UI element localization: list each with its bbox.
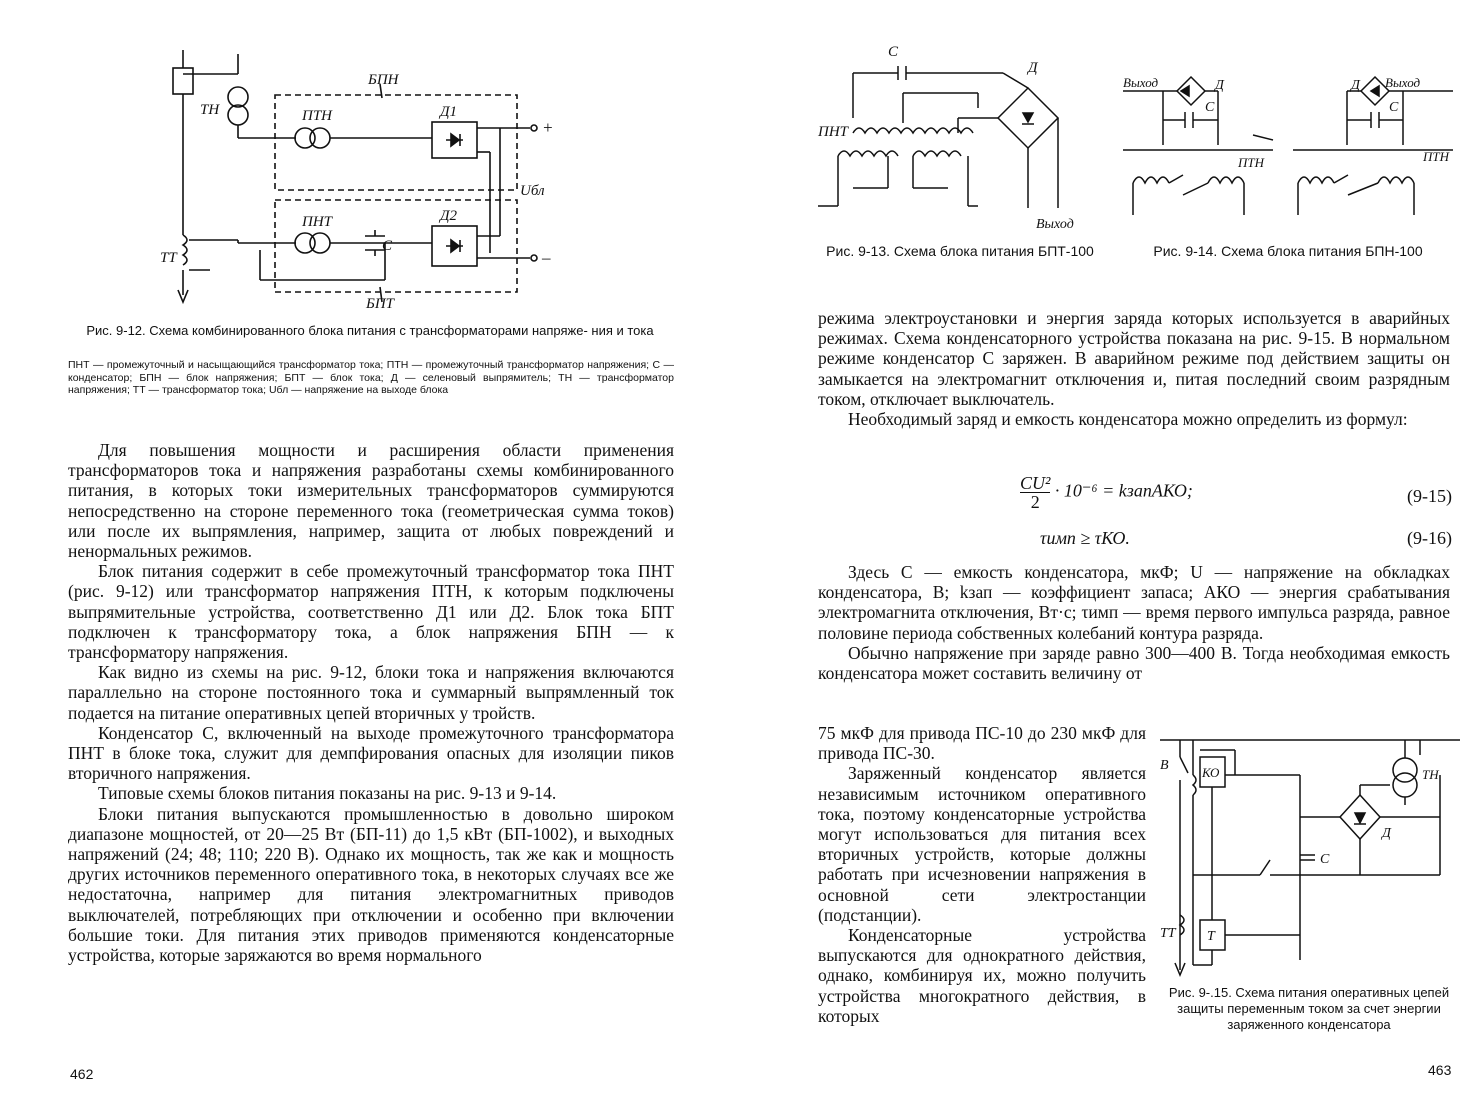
label-d: Д [1028,60,1038,76]
paragraph: 75 мкФ для привода ПС-10 до 230 мкФ для привода ПС-30. [818,723,1146,764]
figure-9-13-caption: Рис. 9-13. Схема блока питания БПТ-100 [826,243,1094,259]
page-number: 462 [70,1066,94,1082]
label-ptn: ПТН [302,108,333,124]
formula-denominator: 2 [1020,492,1050,511]
figure-9-12-caption: Рис. 9-12. Схема комбинированного блока питания с трансформаторами напряже- ния и тока [86,323,654,338]
formula-9-16 [1040,528,1452,552]
label-c: С [1205,100,1215,115]
label-tn: ТН [200,102,220,118]
page-number: 463 [1428,1062,1452,1078]
label-pnt: ПНТ [818,124,849,140]
label-c: С [382,238,393,254]
paragraph: Как видно из схемы на рис. 9-12, блоки тока и напряжения включаются параллельно на стороне постоянного тока и суммарный выпрямленный ток подается на питание оперативных цепей вторичных у тройств. [68,662,674,723]
formula-9-15 [1020,474,1452,524]
formula-numerator: CU² [1020,473,1051,493]
label-ptn: ПТН [1238,155,1265,170]
label-t: Т [1207,929,1215,944]
label-bpn: БПН [368,72,399,88]
figure-9-15-diagram [1160,735,1460,975]
figure-9-14-caption: Рис. 9-14. Схема блока питания БПН-100 [1153,243,1423,259]
right-text-top [818,308,1450,429]
label-pnt: ПНТ [302,214,333,230]
label-ko: КО [1202,765,1220,780]
label-c: С [888,44,899,60]
label-tt: ТТ [160,250,177,266]
label-plus: + [542,118,554,137]
paragraph: Здесь С — емкость конденсатора, мкФ; U — напряжение на обкладках конденсатора, В; kзап — коэффициент запаса; AКО — энергия срабатывания электромагнита отключения, Вт·с; τимп — время первого импульса разряда, равное половине периода собственных колебаний контура разряда. [818,562,1450,643]
left-text-column [68,440,674,965]
label-c: С [1320,852,1330,867]
figure-9-12-legend: ПНТ — промежуточный и насыщающийся трансформатор тока; ПТН — промежуточный трансформатор напряжения; С — конденсатор; БПН — блок напряжения; БПТ — блок тока; Д — селеновый выпрямитель; ТН — трансформатор напряжения; ТТ — трансформатор тока; Uбл — напряжение на выходе блока [68,359,674,396]
formula-rest: · 10⁻⁶ = kзапAКО; [1054,480,1193,501]
paragraph: Конденсатор С, включенный на выходе промежуточного трансформатора ПНТ в блоке тока, служит для демпфирования опасных для изоляции пиков вторичного напряжения. [68,722,674,784]
paragraph: режима электроустановки и энергия заряда которых используется в аварийных режимах. Схема конденсаторного устройства показана на рис. 9-15. В нормальном режиме конденсатор С заряжен. В аварийном режиме под действием защиты он замыкается на электромагнит отключения и, питая последний своим разрядным током, отключает выключатель. [818,308,1450,409]
formula-text: τимп ≥ τКО. [1040,528,1130,548]
label-c: С [1389,100,1399,115]
label-output: Выход [1036,217,1074,232]
figure-9-15-caption: Рис. 9-.15. Схема питания оперативных цепей защиты переменным током за счет энергии заряженного конденсатора [1168,985,1450,1032]
label-d2: Д2 [440,208,458,224]
label-v: В [1160,758,1169,773]
label-d: Д [1382,826,1391,841]
formula-number: (9-16) [1407,528,1452,548]
label-ptn: ПТН [1423,149,1450,164]
label-output: Выход [1385,75,1421,90]
figure-9-12-diagram [160,40,580,310]
paragraph: Блок питания содержит в себе промежуточный трансформатор тока ПНТ (рис. 9-12) или трансформатор напряжения ПТН, к которым подключены выпрямительные устройства, соответственно Д1 или Д2. Блок тока БПТ подключен к трансформатору тока, а блок напряжения БПН — к трансформатору напряжения. [68,561,674,663]
label-d: Д [1351,78,1360,93]
paragraph: Типовые схемы блоков питания показаны на рис. 9-13 и 9-14. [98,783,557,804]
label-d1: Д1 [440,104,458,120]
label-d: Д [1215,78,1224,93]
label-output: Выход [1123,75,1159,90]
label-tn: ТН [1422,767,1439,782]
paragraph: Необходимый заряд и емкость конденсатора можно определить из формул: [848,409,1408,430]
figure-9-13-diagram [818,38,1098,232]
formula-number: (9-15) [1407,486,1452,506]
paragraph: Заряженный конденсатор является независимым источником оперативного тока, поэтому конденсаторные устройства могут использоваться для питания всех вторичных устройств, которые должны работать при исчезновении напряжения в основной сети электростанции (подстанции). [818,763,1146,925]
right-page [740,0,1479,1095]
figure-9-14-diagram [1123,75,1453,220]
label-bpt: БПТ [366,296,395,312]
paragraph: Блоки питания выпускаются промышленностью в довольно широком диапазоне мощностей, от 20—25 Вт (БП-11) до 1,5 кВт (БП-1002), и выходных напряжений (24; 48; 110; 220 В). Однако их мощность, так же как и мощность других источников переменного оперативного тока, в некоторых случаях все же недостаточна, например для питания электромагнитных приводов выключателей, потребляющих при отключении и особенно при включении большие токи. Для питания этих приводов применяются конденсаторные устройства, которые заряжаются во время нормального [68,803,674,966]
label-ubl: Uбл [520,183,545,199]
paragraph: Для повышения мощности и расширения области применения трансформаторов тока и напряжения разработаны схемы комбинированного питания, в которых токи измерительных трансформаторов суммируются непосредственно на стороне переменного тока (геометрическая сумма токов) или после их выпрямления, например, защита от любых повреждений и ненормальных режимов. [68,440,674,562]
label-minus: – [542,248,551,267]
paragraph: Конденсаторные устройства выпускаются для однократного действия, однако, комбинируя их, можно получить устройства многократного действия, в которых [818,925,1146,1026]
right-text-narrow [818,723,1146,1026]
formula-fraction [1020,474,1050,511]
paragraph: Обычно напряжение при заряде равно 300—400 В. Тогда необходимая емкость конденсатора может составить величину от [818,642,1450,684]
right-text-mid [818,562,1450,683]
label-tt: ТТ [1160,926,1176,941]
